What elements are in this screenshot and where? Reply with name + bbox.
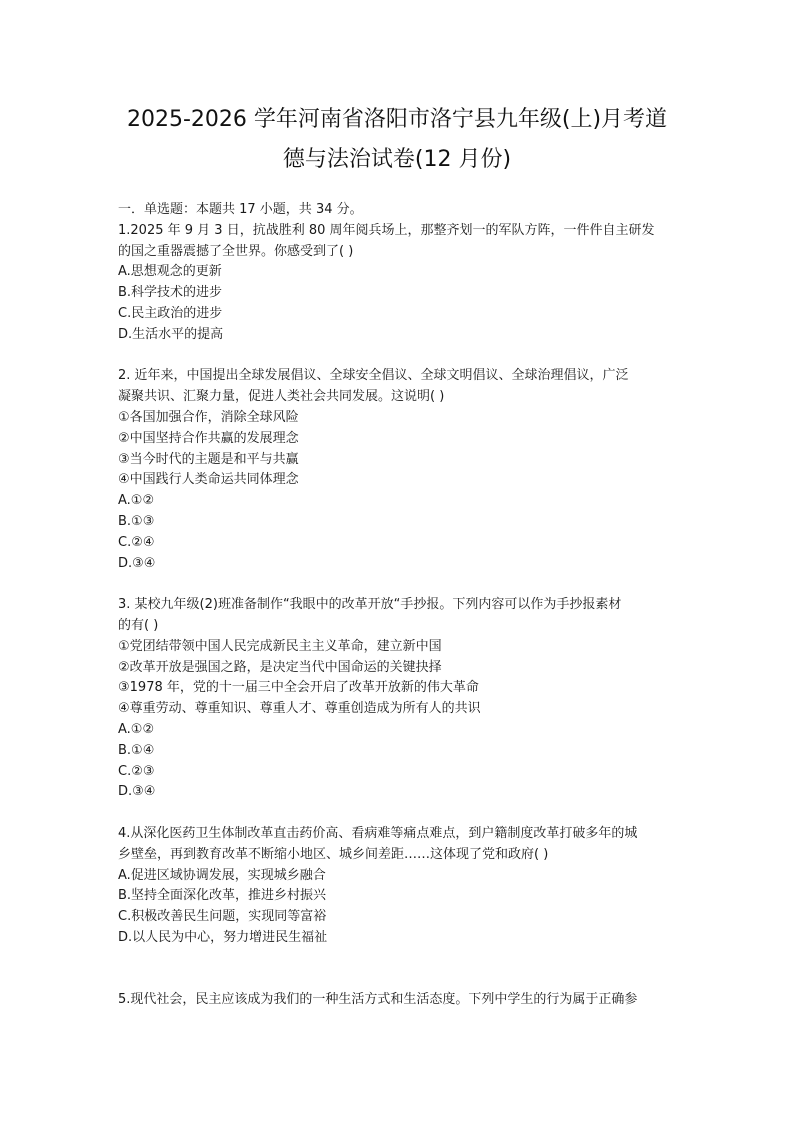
statement-item: ②改革开放是强国之路，是决定当代中国命运的关键抉择	[118, 659, 442, 675]
option-c: C.②③	[118, 763, 155, 779]
question-stem-line: 3. 某校九年级(2)班准备制作“我眼中的改革开放“手抄报。下列内容可以作为手抄报素材	[118, 597, 622, 613]
option-a: A.思想观念的更新	[118, 264, 222, 280]
question-stem-line: 乡壁垒，再到教育改革不断缩小地区、城乡间差距……这体现了党和政府( )	[118, 846, 549, 862]
option-a: A.促进区域协调发展，实现城乡融合	[118, 867, 326, 883]
statement-item: ②中国坚持合作共赢的发展理念	[118, 430, 299, 446]
question-5	[118, 990, 678, 1011]
option-d: D.生活水平的提高	[118, 326, 224, 342]
statement-item: ④中国践行人类命运共同体理念	[118, 472, 299, 488]
spacer	[118, 803, 678, 824]
spacer	[118, 574, 678, 595]
option-c: C.积极改善民生问题，实现同等富裕	[118, 909, 327, 925]
spacer	[118, 949, 678, 991]
option-a: A.①②	[118, 493, 155, 509]
option-c: C.民主政治的进步	[118, 305, 223, 321]
option-b: B.科学技术的进步	[118, 285, 223, 301]
exam-title-line-2: 德与法治试卷(12 月份)	[282, 147, 512, 172]
spacer	[118, 346, 678, 367]
statement-item: ④尊重劳动、尊重知识、尊重人才、尊重创造成为所有人的共识	[118, 701, 481, 717]
statement-item: ③当今时代的主题是和平与共赢	[118, 451, 299, 467]
option-a: A.①②	[118, 721, 155, 737]
option-b: B.坚持全面深化改革，推进乡村振兴	[118, 888, 327, 904]
exam-title-line-1: 2025-2026 学年河南省洛阳市洛宁县九年级(上)月考道	[126, 107, 668, 132]
statement-item: ③1978 年，党的十一届三中全会开启了改革开放新的伟大革命	[118, 680, 479, 696]
section-heading: 一．单选题：本题共 17 小题，共 34 分。	[118, 202, 363, 217]
question-stem-line: 凝聚共识、汇聚力量，促进人类社会共同发展。这说明( )	[118, 389, 445, 405]
option-b: B.①④	[118, 742, 155, 758]
statement-item: ①各国加强合作，消除全球风险	[118, 409, 299, 425]
question-1	[118, 221, 678, 346]
question-stem-line: 的国之重器震撼了全世界。你感受到了( )	[118, 243, 354, 259]
question-4	[118, 824, 678, 949]
question-stem-line: 4.从深化医药卫生体制改革直击药价高、看病难等痛点难点，到户籍制度改革打破多年的城	[118, 825, 638, 841]
statement-item: ①党团结带领中国人民完成新民主主义革命，建立新中国	[118, 638, 442, 654]
question-2	[118, 366, 678, 574]
question-stem-line: 1.2025 年 9 月 3 日，抗战胜利 80 周年阅兵场上，那整齐划一的军队方阵，一件件自主研发	[118, 222, 655, 238]
option-c: C.②④	[118, 534, 155, 550]
option-d: D.以人民为中心，努力增进民生福祉	[118, 929, 328, 945]
question-stem-line: 2. 近年来，中国提出全球发展倡议、全球安全倡议、全球文明倡议、全球治理倡议，广泛	[118, 368, 629, 384]
question-stem-line: 5.现代社会，民主应该成为我们的一种生活方式和生活态度。下列中学生的行为属于正确参	[118, 992, 638, 1008]
question-3	[118, 595, 678, 803]
question-stem-line: 的有( )	[118, 617, 159, 633]
option-d: D.③④	[118, 555, 156, 571]
exam-body	[118, 200, 678, 1011]
option-b: B.①③	[118, 513, 155, 529]
option-d: D.③④	[118, 784, 156, 800]
